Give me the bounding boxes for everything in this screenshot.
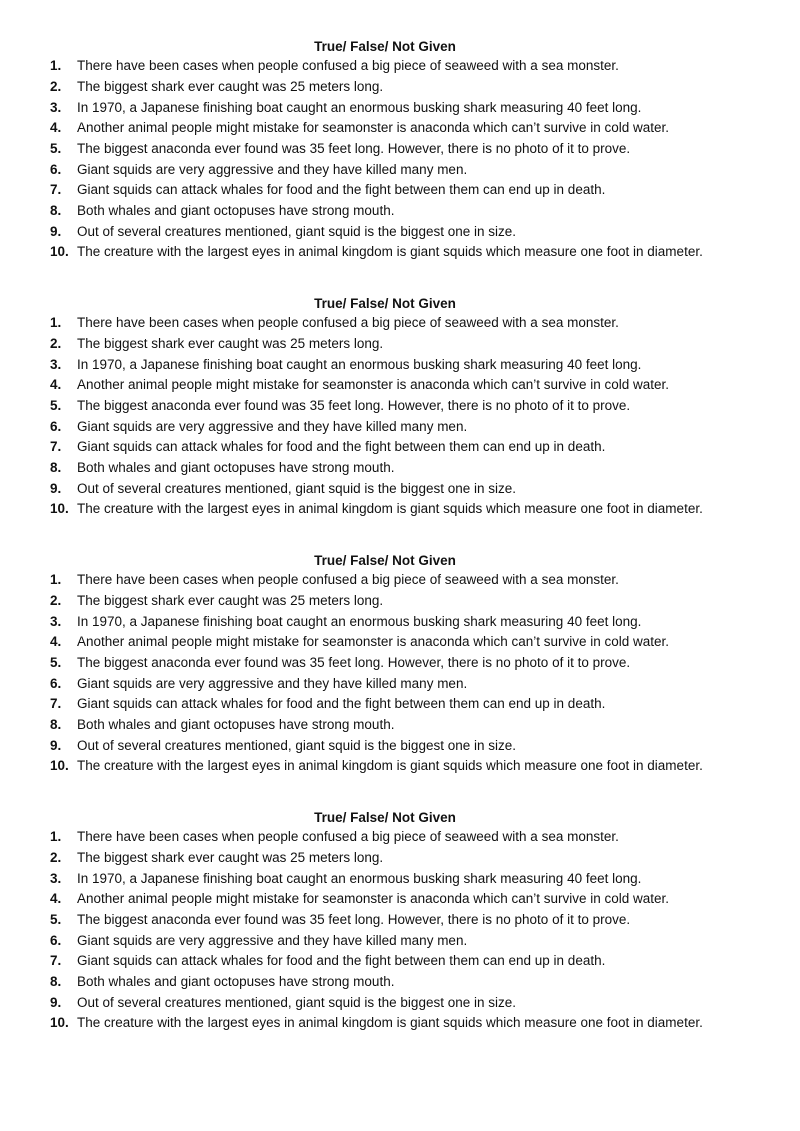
question-text: The biggest shark ever caught was 25 meters long. <box>77 593 384 608</box>
question-number: 1. <box>50 829 62 844</box>
question-number: 5. <box>50 912 62 927</box>
question-number: 9. <box>50 995 62 1010</box>
question-text: Both whales and giant octopuses have strong mouth. <box>77 203 395 218</box>
question-number: 10. <box>50 501 69 516</box>
question-text: The creature with the largest eyes in animal kingdom is giant squids which measure one foot in diameter. <box>77 501 703 516</box>
question-text: The biggest anaconda ever found was 35 feet long. However, there is no photo of it to prove. <box>77 141 631 156</box>
question-number: 7. <box>50 182 62 197</box>
question-number: 2. <box>50 336 62 351</box>
question-text: Giant squids are very aggressive and they have killed many men. <box>77 419 468 434</box>
question-number: 5. <box>50 398 62 413</box>
question-number: 3. <box>50 871 62 886</box>
question-number: 9. <box>50 224 62 239</box>
question-text: The biggest anaconda ever found was 35 feet long. However, there is no photo of it to prove. <box>77 912 631 927</box>
question-number: 3. <box>50 357 62 372</box>
question-number: 7. <box>50 953 62 968</box>
question-text: Another animal people might mistake for seamonster is anaconda which can’t survive in cold water. <box>77 891 670 906</box>
question-number: 6. <box>50 676 62 691</box>
question-text: Both whales and giant octopuses have strong mouth. <box>77 717 395 732</box>
question-number: 5. <box>50 141 62 156</box>
question-number: 8. <box>50 460 62 475</box>
question-text: In 1970, a Japanese finishing boat caught an enormous busking shark measuring 40 feet long. <box>77 871 642 886</box>
question-number: 1. <box>50 58 62 73</box>
question-number: 9. <box>50 481 62 496</box>
question-text: Giant squids are very aggressive and they have killed many men. <box>77 676 468 691</box>
question-number: 5. <box>50 655 62 670</box>
section-title: True/ False/ Not Given <box>314 39 456 54</box>
question-number: 3. <box>50 100 62 115</box>
question-text: Both whales and giant octopuses have strong mouth. <box>77 974 395 989</box>
section-title: True/ False/ Not Given <box>314 810 456 825</box>
question-text: The biggest anaconda ever found was 35 feet long. However, there is no photo of it to prove. <box>77 398 631 413</box>
question-text: Another animal people might mistake for seamonster is anaconda which can’t survive in cold water. <box>77 120 670 135</box>
question-text: In 1970, a Japanese finishing boat caught an enormous busking shark measuring 40 feet long. <box>77 100 642 115</box>
question-number: 7. <box>50 439 62 454</box>
question-number: 2. <box>50 593 62 608</box>
question-text: Out of several creatures mentioned, giant squid is the biggest one in size. <box>77 224 517 239</box>
question-text: In 1970, a Japanese finishing boat caught an enormous busking shark measuring 40 feet long. <box>77 357 642 372</box>
question-text: The creature with the largest eyes in animal kingdom is giant squids which measure one foot in diameter. <box>77 244 703 259</box>
question-text: The creature with the largest eyes in animal kingdom is giant squids which measure one foot in diameter. <box>77 1015 703 1030</box>
question-number: 6. <box>50 933 62 948</box>
question-number: 9. <box>50 738 62 753</box>
question-text: Both whales and giant octopuses have strong mouth. <box>77 460 395 475</box>
question-text: The creature with the largest eyes in animal kingdom is giant squids which measure one foot in diameter. <box>77 758 703 773</box>
question-number: 6. <box>50 162 62 177</box>
question-number: 3. <box>50 614 62 629</box>
question-text: Out of several creatures mentioned, giant squid is the biggest one in size. <box>77 481 517 496</box>
question-number: 6. <box>50 419 62 434</box>
question-text: Giant squids are very aggressive and they have killed many men. <box>77 162 468 177</box>
question-number: 10. <box>50 244 69 259</box>
question-number: 8. <box>50 203 62 218</box>
question-number: 4. <box>50 891 62 906</box>
question-number: 8. <box>50 717 62 732</box>
question-text: In 1970, a Japanese finishing boat caught an enormous busking shark measuring 40 feet long. <box>77 614 642 629</box>
question-text: Another animal people might mistake for seamonster is anaconda which can’t survive in cold water. <box>77 377 670 392</box>
question-text: The biggest shark ever caught was 25 meters long. <box>77 850 384 865</box>
question-number: 2. <box>50 850 62 865</box>
question-text: Out of several creatures mentioned, giant squid is the biggest one in size. <box>77 995 517 1010</box>
question-text: The biggest shark ever caught was 25 meters long. <box>77 79 384 94</box>
question-number: 10. <box>50 1015 69 1030</box>
question-text: Giant squids can attack whales for food and the fight between them can end up in death. <box>77 696 606 711</box>
question-number: 1. <box>50 572 62 587</box>
question-text: Giant squids can attack whales for food and the fight between them can end up in death. <box>77 182 606 197</box>
question-text: Giant squids are very aggressive and they have killed many men. <box>77 933 468 948</box>
question-text: The biggest shark ever caught was 25 meters long. <box>77 336 384 351</box>
question-number: 4. <box>50 120 62 135</box>
question-text: Another animal people might mistake for seamonster is anaconda which can’t survive in cold water. <box>77 634 670 649</box>
question-text: Giant squids can attack whales for food and the fight between them can end up in death. <box>77 439 606 454</box>
question-text: There have been cases when people confused a big piece of seaweed with a sea monster. <box>77 58 619 73</box>
question-text: Giant squids can attack whales for food and the fight between them can end up in death. <box>77 953 606 968</box>
question-text: The biggest anaconda ever found was 35 feet long. However, there is no photo of it to prove. <box>77 655 631 670</box>
question-number: 4. <box>50 634 62 649</box>
question-text: There have been cases when people confused a big piece of seaweed with a sea monster. <box>77 315 619 330</box>
question-number: 1. <box>50 315 62 330</box>
question-number: 4. <box>50 377 62 392</box>
question-text: There have been cases when people confused a big piece of seaweed with a sea monster. <box>77 572 619 587</box>
section-title: True/ False/ Not Given <box>314 296 456 311</box>
question-number: 10. <box>50 758 69 773</box>
question-number: 2. <box>50 79 62 94</box>
section-title: True/ False/ Not Given <box>314 553 456 568</box>
question-number: 8. <box>50 974 62 989</box>
question-text: Out of several creatures mentioned, giant squid is the biggest one in size. <box>77 738 517 753</box>
question-number: 7. <box>50 696 62 711</box>
question-text: There have been cases when people confused a big piece of seaweed with a sea monster. <box>77 829 619 844</box>
